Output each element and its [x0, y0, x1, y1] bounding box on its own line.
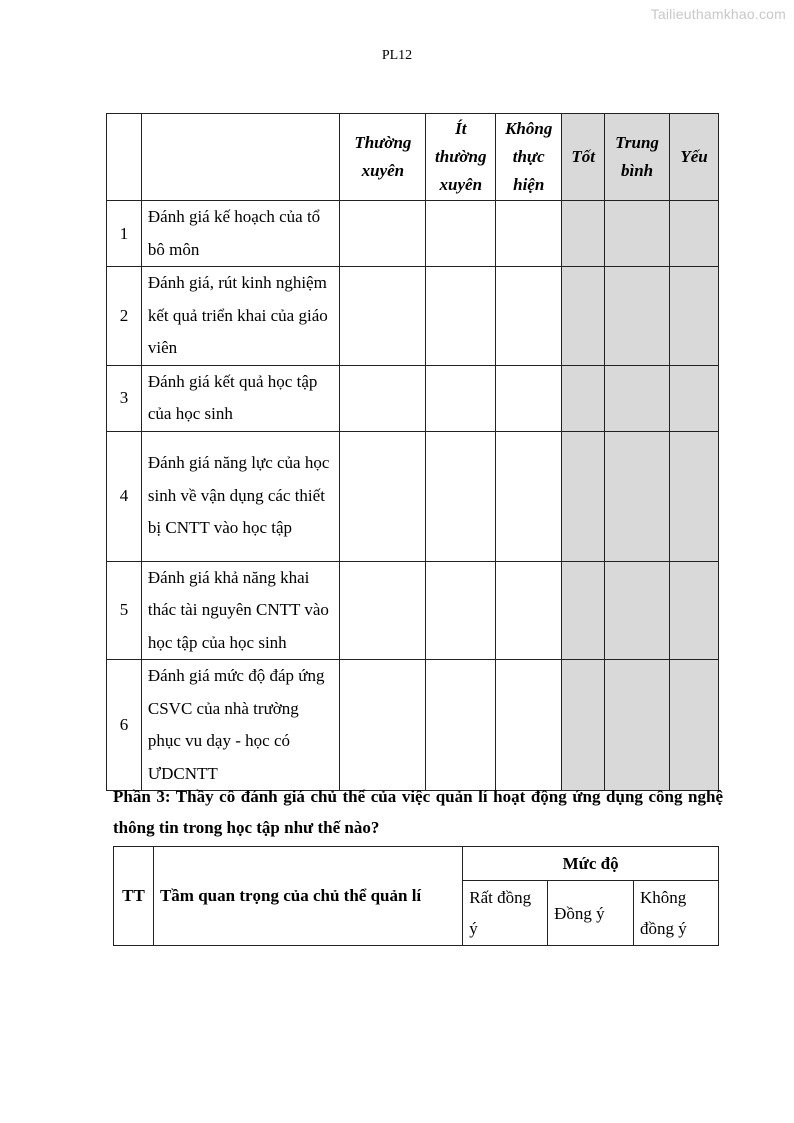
header-cell-it-thuong-xuyen: Ít thường xuyên [426, 114, 496, 201]
cell-tot [562, 561, 605, 660]
cell-it-thuong-xuyen [426, 660, 496, 791]
row-description: Đánh giá, rút kinh nghiệm kết quả triển khai của giáo viên [141, 267, 340, 366]
table-header-row [114, 847, 719, 881]
row-description: Đánh giá năng lực của học sinh về vận dụng các thiết bị CNTT vào học tập [141, 431, 340, 561]
cell-it-thuong-xuyen [426, 365, 496, 431]
row-description: Đánh giá mức độ đáp ứng CSVC của nhà trường phục vu dạy - học có ƯDCNTT [141, 660, 340, 791]
section-3-title: Phần 3: Thầy cô đánh giá chủ thể của việc quản lí hoạt động ứng dụng công nghệ thông tin trong học tập như thế nào? [113, 787, 723, 837]
cell-yeu [670, 365, 719, 431]
cell-yeu [670, 561, 719, 660]
cell-trung-binh [605, 201, 670, 267]
header-cell-khong-thuc-hien: Không thực hiện [496, 114, 562, 201]
row-number: 6 [107, 660, 142, 791]
cell-khong-thuc-hien [496, 660, 562, 791]
cell-thuong-xuyen [340, 201, 426, 267]
cell-tot [562, 267, 605, 366]
header-cell-tot: Tốt [562, 114, 605, 201]
header-cell-content [141, 114, 340, 201]
page-label: PL12 [381, 48, 413, 63]
cell-trung-binh [605, 365, 670, 431]
row-description: Đánh giá kế hoạch của tổ bô môn [141, 201, 340, 267]
cell-thuong-xuyen [340, 561, 426, 660]
cell-khong-thuc-hien [496, 201, 562, 267]
row-description: Đánh giá khả năng khai thác tài nguyên CNTT vào học tập của học sinh [141, 561, 340, 660]
cell-it-thuong-xuyen [426, 431, 496, 561]
cell-tot [562, 365, 605, 431]
cell-khong-thuc-hien [496, 561, 562, 660]
cell-thuong-xuyen [340, 431, 426, 561]
cell-yeu [670, 660, 719, 791]
cell-trung-binh [605, 660, 670, 791]
cell-yeu [670, 267, 719, 366]
table-row [107, 365, 719, 431]
table-row [107, 660, 719, 791]
header-cell-yeu: Yếu [670, 114, 719, 201]
header-cell-importance: Tầm quan trọng của chủ thể quản lí [153, 847, 462, 946]
header-cell-tt: TT [114, 847, 154, 946]
watermark: Tailieuthamkhao.com [650, 6, 786, 22]
table-row [107, 561, 719, 660]
header-cell-level-group: Mức độ [463, 847, 719, 881]
cell-thuong-xuyen [340, 660, 426, 791]
row-number: 1 [107, 201, 142, 267]
cell-it-thuong-xuyen [426, 267, 496, 366]
header-cell-index [107, 114, 142, 201]
cell-it-thuong-xuyen [426, 561, 496, 660]
cell-trung-binh [605, 267, 670, 366]
header-cell-dong-y: Đồng ý [548, 881, 634, 946]
cell-thuong-xuyen [340, 365, 426, 431]
cell-khong-thuc-hien [496, 365, 562, 431]
cell-yeu [670, 201, 719, 267]
cell-tot [562, 431, 605, 561]
cell-thuong-xuyen [340, 267, 426, 366]
table-header-row [107, 114, 719, 201]
cell-khong-thuc-hien [496, 267, 562, 366]
cell-yeu [670, 431, 719, 561]
cell-tot [562, 201, 605, 267]
cell-trung-binh [605, 561, 670, 660]
header-cell-thuong-xuyen: Thường xuyên [340, 114, 426, 201]
cell-khong-thuc-hien [496, 431, 562, 561]
row-number: 3 [107, 365, 142, 431]
cell-it-thuong-xuyen [426, 201, 496, 267]
header-cell-rat-dong-y: Rất đồng ý [463, 881, 548, 946]
cell-trung-binh [605, 431, 670, 561]
table-row [107, 267, 719, 366]
row-description: Đánh giá kết quả học tập của học sinh [141, 365, 340, 431]
header-cell-trung-binh: Trung bình [605, 114, 670, 201]
row-number: 4 [107, 431, 142, 561]
cell-tot [562, 660, 605, 791]
management-subject-table [113, 846, 719, 946]
header-cell-khong-dong-y: Không đồng ý [634, 881, 719, 946]
row-number: 5 [107, 561, 142, 660]
evaluation-table [106, 113, 719, 791]
row-number: 2 [107, 267, 142, 366]
table-row [107, 431, 719, 561]
table-row [107, 201, 719, 267]
